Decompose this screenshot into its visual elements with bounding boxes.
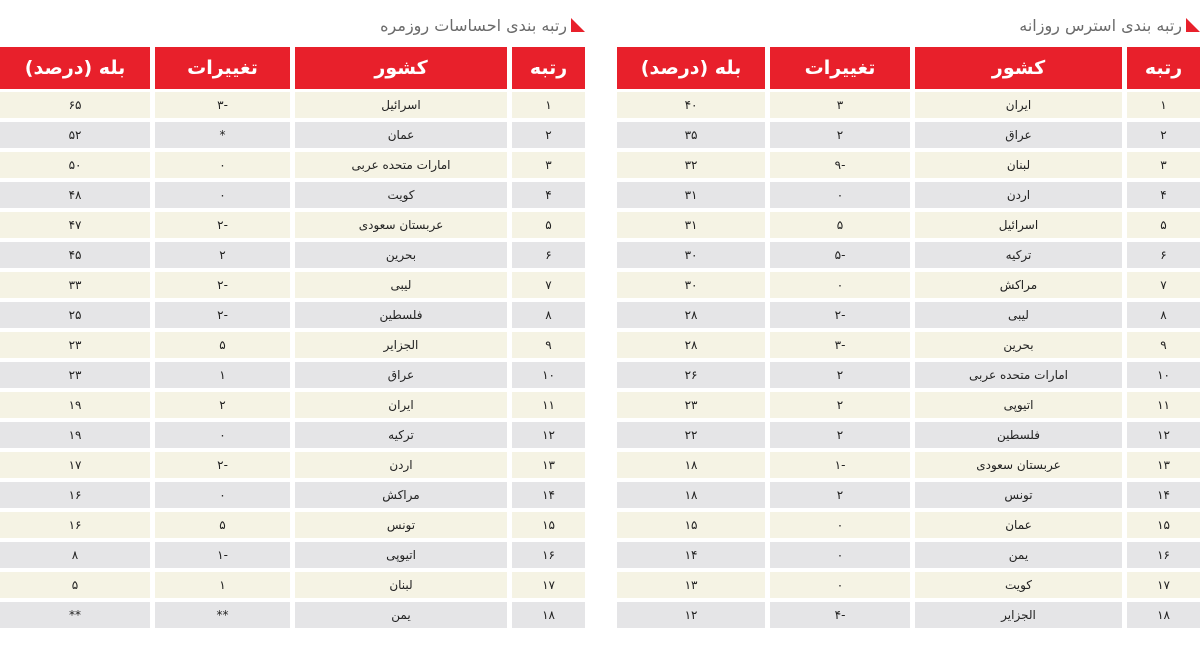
header-change: تغییرات bbox=[155, 47, 290, 89]
cell-yes: ۳۱ bbox=[617, 182, 765, 208]
cell-yes: ۳۵ bbox=[617, 122, 765, 148]
cell-country: عمان bbox=[915, 512, 1122, 538]
red-triangle-icon bbox=[571, 18, 585, 32]
table-row bbox=[617, 122, 1200, 148]
table-row bbox=[0, 392, 585, 418]
cell-rank: ۱۸ bbox=[512, 602, 585, 628]
cell-country: فلسطین bbox=[295, 302, 507, 328]
cell-country: اسرائیل bbox=[295, 92, 507, 118]
cell-change: -۲ bbox=[155, 272, 290, 298]
cell-yes: ۳۰ bbox=[617, 272, 765, 298]
cell-change: ۰ bbox=[155, 422, 290, 448]
header-country: کشور bbox=[295, 47, 507, 89]
cell-yes: ۱۴ bbox=[617, 542, 765, 568]
table-row bbox=[617, 482, 1200, 508]
table-row bbox=[617, 302, 1200, 328]
cell-rank: ۱ bbox=[512, 92, 585, 118]
table-row bbox=[0, 152, 585, 178]
cell-rank: ۱۶ bbox=[1127, 542, 1200, 568]
table-row bbox=[0, 122, 585, 148]
cell-rank: ۶ bbox=[1127, 242, 1200, 268]
cell-change: ۲ bbox=[770, 482, 910, 508]
table-row bbox=[0, 422, 585, 448]
table-row bbox=[617, 422, 1200, 448]
cell-yes: ۲۶ bbox=[617, 362, 765, 388]
cell-country: عربستان سعودی bbox=[295, 212, 507, 238]
cell-change: -۴ bbox=[770, 602, 910, 628]
table-row bbox=[0, 302, 585, 328]
cell-country: تونس bbox=[295, 512, 507, 538]
cell-country: ترکیه bbox=[295, 422, 507, 448]
cell-yes: ۴۸ bbox=[0, 182, 150, 208]
cell-rank: ۳ bbox=[1127, 152, 1200, 178]
table-row bbox=[0, 452, 585, 478]
cell-rank: ۸ bbox=[512, 302, 585, 328]
cell-country: تونس bbox=[915, 482, 1122, 508]
cell-rank: ۱۳ bbox=[1127, 452, 1200, 478]
table-row bbox=[0, 482, 585, 508]
cell-change: -۲ bbox=[155, 452, 290, 478]
cell-change: ۰ bbox=[770, 572, 910, 598]
table-row bbox=[617, 542, 1200, 568]
cell-rank: ۱۱ bbox=[512, 392, 585, 418]
cell-change: ۲ bbox=[155, 392, 290, 418]
cell-country: اتیوپی bbox=[915, 392, 1122, 418]
cell-rank: ۲ bbox=[1127, 122, 1200, 148]
cell-rank: ۵ bbox=[1127, 212, 1200, 238]
cell-country: الجزایر bbox=[295, 332, 507, 358]
cell-country: امارات متحده عربی bbox=[295, 152, 507, 178]
cell-change: ۵ bbox=[770, 212, 910, 238]
cell-yes: ۳۰ bbox=[617, 242, 765, 268]
cell-country: ایران bbox=[295, 392, 507, 418]
cell-country: الجزایر bbox=[915, 602, 1122, 628]
table-row bbox=[0, 602, 585, 628]
header-rank: رتبه bbox=[512, 47, 585, 89]
cell-yes: ۱۷ bbox=[0, 452, 150, 478]
cell-yes: ۱۶ bbox=[0, 482, 150, 508]
cell-country: لیبی bbox=[295, 272, 507, 298]
table-row bbox=[0, 272, 585, 298]
cell-yes: ۴۷ bbox=[0, 212, 150, 238]
cell-rank: ۱۳ bbox=[512, 452, 585, 478]
cell-rank: ۱۵ bbox=[512, 512, 585, 538]
cell-country: لیبی bbox=[915, 302, 1122, 328]
table-row bbox=[0, 362, 585, 388]
cell-rank: ۱۷ bbox=[1127, 572, 1200, 598]
cell-change: ۰ bbox=[155, 182, 290, 208]
cell-change: -۱ bbox=[155, 542, 290, 568]
cell-country: ترکیه bbox=[915, 242, 1122, 268]
header-country: کشور bbox=[915, 47, 1122, 89]
cell-rank: ۱۴ bbox=[1127, 482, 1200, 508]
cell-yes: ۲۸ bbox=[617, 302, 765, 328]
cell-rank: ۱ bbox=[1127, 92, 1200, 118]
cell-change: ۰ bbox=[155, 482, 290, 508]
cell-yes: ۵۲ bbox=[0, 122, 150, 148]
cell-change: -۹ bbox=[770, 152, 910, 178]
table-row bbox=[617, 332, 1200, 358]
cell-rank: ۷ bbox=[1127, 272, 1200, 298]
cell-country: اتیوپی bbox=[295, 542, 507, 568]
cell-yes: ۱۲ bbox=[617, 602, 765, 628]
header-yes-percent: بله (درصد) bbox=[0, 47, 150, 89]
cell-country: اسرائیل bbox=[915, 212, 1122, 238]
cell-change: ۰ bbox=[155, 152, 290, 178]
table-row bbox=[617, 272, 1200, 298]
table-row bbox=[617, 92, 1200, 118]
cell-country: بحرین bbox=[295, 242, 507, 268]
cell-change: ۱ bbox=[155, 362, 290, 388]
header-rank: رتبه bbox=[1127, 47, 1200, 89]
cell-rank: ۴ bbox=[512, 182, 585, 208]
header-change: تغییرات bbox=[770, 47, 910, 89]
table-row bbox=[617, 602, 1200, 628]
table-row bbox=[617, 512, 1200, 538]
table-row bbox=[617, 452, 1200, 478]
cell-change: ۰ bbox=[770, 512, 910, 538]
cell-rank: ۲ bbox=[512, 122, 585, 148]
cell-country: لبنان bbox=[915, 152, 1122, 178]
cell-yes: ۲۸ bbox=[617, 332, 765, 358]
cell-change: * bbox=[155, 122, 290, 148]
cell-rank: ۱۱ bbox=[1127, 392, 1200, 418]
table-row bbox=[0, 332, 585, 358]
cell-change: ** bbox=[155, 602, 290, 628]
cell-change: ۲ bbox=[770, 122, 910, 148]
cell-rank: ۱۲ bbox=[512, 422, 585, 448]
cell-change: -۲ bbox=[770, 302, 910, 328]
cell-yes: ۲۳ bbox=[0, 332, 150, 358]
table-row bbox=[0, 512, 585, 538]
cell-change: ۰ bbox=[770, 542, 910, 568]
table-row bbox=[0, 572, 585, 598]
cell-rank: ۱۵ bbox=[1127, 512, 1200, 538]
cell-change: ۰ bbox=[770, 182, 910, 208]
cell-change: ۱ bbox=[155, 572, 290, 598]
cell-country: مراکش bbox=[295, 482, 507, 508]
table-row bbox=[617, 242, 1200, 268]
cell-yes: ۵ bbox=[0, 572, 150, 598]
cell-yes: ۳۳ bbox=[0, 272, 150, 298]
cell-yes: ۴۰ bbox=[617, 92, 765, 118]
cell-rank: ۴ bbox=[1127, 182, 1200, 208]
cell-yes: ۲۲ bbox=[617, 422, 765, 448]
cell-change: ۲ bbox=[770, 422, 910, 448]
cell-yes: ۳۲ bbox=[617, 152, 765, 178]
cell-rank: ۹ bbox=[512, 332, 585, 358]
cell-yes: ۱۸ bbox=[617, 452, 765, 478]
cell-country: کویت bbox=[915, 572, 1122, 598]
cell-rank: ۱۷ bbox=[512, 572, 585, 598]
cell-country: امارات متحده عربی bbox=[915, 362, 1122, 388]
table-row bbox=[617, 182, 1200, 208]
table-row bbox=[617, 572, 1200, 598]
cell-rank: ۶ bbox=[512, 242, 585, 268]
cell-yes: ۱۹ bbox=[0, 422, 150, 448]
cell-change: ۲ bbox=[155, 242, 290, 268]
cell-country: عراق bbox=[295, 362, 507, 388]
cell-yes: ** bbox=[0, 602, 150, 628]
table-row bbox=[0, 92, 585, 118]
cell-country: فلسطین bbox=[915, 422, 1122, 448]
cell-change: -۵ bbox=[770, 242, 910, 268]
cell-yes: ۱۵ bbox=[617, 512, 765, 538]
table-row bbox=[617, 362, 1200, 388]
stress-ranking-title-text: رتبه بندی استرس روزانه bbox=[1019, 15, 1182, 35]
cell-change: -۲ bbox=[155, 302, 290, 328]
cell-rank: ۵ bbox=[512, 212, 585, 238]
table-header-row bbox=[617, 47, 1200, 89]
cell-change: -۳ bbox=[770, 332, 910, 358]
cell-change: ۰ bbox=[770, 272, 910, 298]
cell-country: یمن bbox=[295, 602, 507, 628]
emotions-ranking-title bbox=[380, 12, 585, 38]
cell-yes: ۳۱ bbox=[617, 212, 765, 238]
cell-rank: ۱۶ bbox=[512, 542, 585, 568]
cell-country: اردن bbox=[915, 182, 1122, 208]
cell-country: اردن bbox=[295, 452, 507, 478]
table-row bbox=[617, 212, 1200, 238]
header-yes-percent: بله (درصد) bbox=[617, 47, 765, 89]
emotions-ranking-title-text: رتبه بندی احساسات روزمره bbox=[380, 15, 567, 35]
cell-yes: ۶۵ bbox=[0, 92, 150, 118]
table-row bbox=[0, 212, 585, 238]
stress-ranking-title bbox=[1019, 12, 1200, 38]
cell-yes: ۱۸ bbox=[617, 482, 765, 508]
cell-change: ۵ bbox=[155, 332, 290, 358]
cell-country: کویت bbox=[295, 182, 507, 208]
cell-country: عربستان سعودی bbox=[915, 452, 1122, 478]
cell-yes: ۲۳ bbox=[617, 392, 765, 418]
cell-yes: ۲۳ bbox=[0, 362, 150, 388]
table-header-row bbox=[0, 47, 585, 89]
cell-yes: ۸ bbox=[0, 542, 150, 568]
cell-yes: ۱۹ bbox=[0, 392, 150, 418]
cell-rank: ۹ bbox=[1127, 332, 1200, 358]
cell-change: ۲ bbox=[770, 392, 910, 418]
table-row bbox=[0, 242, 585, 268]
cell-country: لبنان bbox=[295, 572, 507, 598]
cell-country: ایران bbox=[915, 92, 1122, 118]
cell-change: ۲ bbox=[770, 362, 910, 388]
cell-country: بحرین bbox=[915, 332, 1122, 358]
cell-country: یمن bbox=[915, 542, 1122, 568]
table-row bbox=[617, 152, 1200, 178]
table-row bbox=[0, 182, 585, 208]
cell-rank: ۳ bbox=[512, 152, 585, 178]
cell-rank: ۸ bbox=[1127, 302, 1200, 328]
cell-rank: ۱۲ bbox=[1127, 422, 1200, 448]
cell-yes: ۴۵ bbox=[0, 242, 150, 268]
cell-rank: ۱۰ bbox=[512, 362, 585, 388]
cell-yes: ۲۵ bbox=[0, 302, 150, 328]
cell-yes: ۵۰ bbox=[0, 152, 150, 178]
cell-yes: ۱۳ bbox=[617, 572, 765, 598]
cell-change: -۲ bbox=[155, 212, 290, 238]
cell-rank: ۱۴ bbox=[512, 482, 585, 508]
table-row bbox=[617, 392, 1200, 418]
cell-change: ۳ bbox=[770, 92, 910, 118]
cell-country: مراکش bbox=[915, 272, 1122, 298]
red-triangle-icon bbox=[1186, 18, 1200, 32]
cell-yes: ۱۶ bbox=[0, 512, 150, 538]
cell-rank: ۱۰ bbox=[1127, 362, 1200, 388]
cell-country: عمان bbox=[295, 122, 507, 148]
table-row bbox=[0, 542, 585, 568]
cell-rank: ۷ bbox=[512, 272, 585, 298]
cell-rank: ۱۸ bbox=[1127, 602, 1200, 628]
cell-change: -۱ bbox=[770, 452, 910, 478]
cell-change: -۳ bbox=[155, 92, 290, 118]
cell-country: عراق bbox=[915, 122, 1122, 148]
cell-change: ۵ bbox=[155, 512, 290, 538]
